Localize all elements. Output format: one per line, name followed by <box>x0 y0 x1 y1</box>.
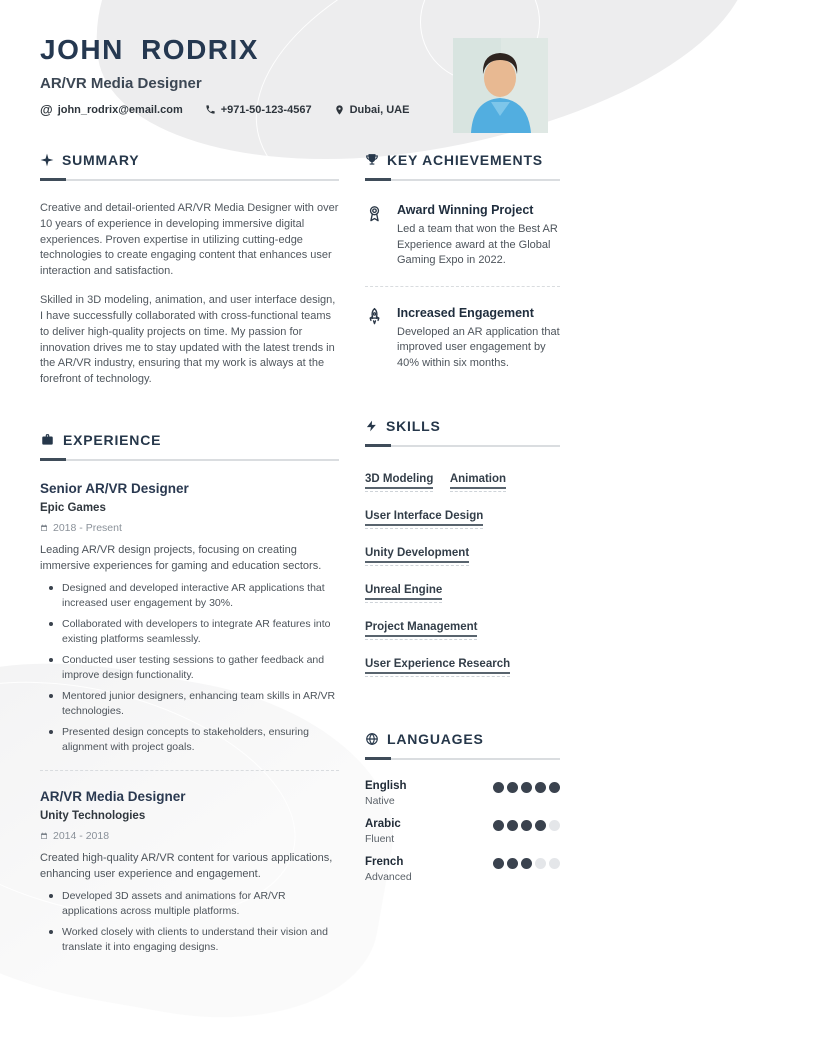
person-name: JOHN RODRIX <box>40 34 259 65</box>
header <box>0 0 600 116</box>
skill-item: User Experience Research <box>365 654 510 677</box>
phone-icon <box>205 104 216 115</box>
section-achievements <box>365 152 560 372</box>
job-period-row <box>40 830 339 842</box>
job-title: AR/VR Media Designer <box>40 789 186 805</box>
language-level: Advanced <box>365 870 412 883</box>
summary-title: SUMMARY <box>62 152 140 168</box>
summary-heading <box>40 152 339 168</box>
job-divider <box>40 770 339 771</box>
dot-filled <box>521 782 532 793</box>
location-text: Dubai, UAE <box>349 103 410 116</box>
dot-filled <box>493 782 504 793</box>
experience-heading <box>40 432 339 448</box>
achievement-item <box>365 203 560 269</box>
location-pin-icon <box>334 104 345 116</box>
calendar-icon <box>40 524 48 532</box>
achievement-body <box>397 306 560 372</box>
lightning-bolt-icon <box>365 419 378 433</box>
language-name: English <box>365 779 407 792</box>
achievement-title: Award Winning Project <box>397 203 534 217</box>
globe-icon <box>365 732 379 746</box>
skill-item: User Interface Design <box>365 506 483 529</box>
language-name: Arabic <box>365 817 401 830</box>
right-column <box>365 152 560 961</box>
language-proficiency-dots <box>493 856 560 869</box>
dot-filled <box>507 820 518 831</box>
trophy-icon <box>365 153 379 167</box>
section-languages <box>365 731 560 883</box>
experience-job <box>40 789 339 954</box>
dot-filled <box>521 858 532 869</box>
skills-heading <box>365 418 560 434</box>
languages-list <box>365 780 560 883</box>
job-summary: Leading AR/VR design projects, focusing on creating immersive experiences for gaming and education sectors. <box>40 544 322 572</box>
job-summary: Created high-quality AR/VR content for various applications, enhancing user experience and engagement. <box>40 852 333 880</box>
achievement-divider <box>365 286 560 287</box>
skill-item: 3D Modeling <box>365 469 433 492</box>
language-proficiency-dots <box>493 818 560 831</box>
dot-filled <box>493 858 504 869</box>
job-period: 2018 - Present <box>53 522 122 535</box>
left-column <box>40 152 339 961</box>
contact-location <box>334 104 410 116</box>
dot-filled <box>493 820 504 831</box>
language-row <box>365 818 560 845</box>
language-proficiency-dots <box>493 780 560 793</box>
job-bullet: Conducted user testing sessions to gather feedback and improve design functionality. <box>49 653 339 682</box>
achievement-description: Developed an AR application that improved user engagement by 40% within six months. <box>397 325 560 370</box>
skill-item: Unreal Engine <box>365 580 442 603</box>
job-bullet: Designed and developed interactive AR applications that increased user engagement by 30%. <box>49 581 339 610</box>
languages-heading <box>365 731 560 747</box>
dot-filled <box>549 782 560 793</box>
experience-job <box>40 481 339 754</box>
job-bullet: Mentored junior designers, enhancing team skills in AR/VR technologies. <box>49 689 339 718</box>
job-bullet: Presented design concepts to stakeholders, ensuring alignment with project goals. <box>49 725 339 754</box>
language-info <box>365 780 407 807</box>
person-title: AR/VR Media Designer <box>40 75 202 92</box>
sparkle-icon <box>40 153 54 167</box>
summary-rule <box>40 179 339 181</box>
languages-title: LANGUAGES <box>387 730 484 747</box>
summary-text <box>40 201 339 388</box>
profile-photo <box>453 38 548 133</box>
languages-rule <box>365 758 560 760</box>
briefcase-icon <box>40 433 55 447</box>
email-icon: @ <box>40 102 53 117</box>
section-skills <box>365 418 560 691</box>
language-row <box>365 856 560 883</box>
job-bullets <box>49 889 339 954</box>
main-columns <box>0 152 600 961</box>
language-level: Fluent <box>365 832 395 845</box>
contact-email <box>40 103 183 116</box>
job-bullets <box>49 581 339 754</box>
achievement-title: Increased Engagement <box>397 305 534 320</box>
job-bullet: Developed 3D assets and animations for AR/VR applications across multiple platforms. <box>49 889 339 918</box>
dot-empty <box>549 820 560 831</box>
achievements-title: KEY ACHIEVEMENTS <box>387 152 543 168</box>
language-row <box>365 780 560 807</box>
skill-item: Animation <box>450 469 506 492</box>
job-bullet: Collaborated with developers to integrate AR features into existing platforms seamlessly. <box>49 617 339 646</box>
dot-empty <box>535 858 546 869</box>
dot-filled <box>507 782 518 793</box>
language-info <box>365 818 401 845</box>
language-name: French <box>365 855 404 868</box>
experience-title: EXPERIENCE <box>63 432 162 449</box>
phone-text: +971-50-123-4567 <box>220 103 312 116</box>
job-period: 2014 - 2018 <box>53 830 110 843</box>
language-info <box>365 856 412 883</box>
achievement-description: Led a team that won the Best AR Experience award at the Global Gaming Expo in 2022. <box>397 223 558 267</box>
section-summary <box>40 152 339 388</box>
medal-icon <box>365 203 385 269</box>
summary-paragraph: Creative and detail-oriented AR/VR Media Designer with over 10 years of experience in developing immersive digital experiences. Proven expertise in utilizing cutting-edge technologies to create engaging content that enhances user interaction and satisfaction. <box>40 202 339 278</box>
job-bullet: Worked closely with clients to understand their vision and translate it into engaging designs. <box>49 925 339 954</box>
language-level: Native <box>365 794 395 807</box>
skills-title: SKILLS <box>386 417 441 434</box>
skill-item: Project Management <box>365 617 477 640</box>
job-company: Unity Technologies <box>40 810 146 823</box>
job-title: Senior AR/VR Designer <box>40 481 189 497</box>
skills-rule <box>365 445 560 447</box>
summary-paragraph: Skilled in 3D modeling, animation, and user interface design, I have successfully collaborated with cross-functional teams to deliver high-quality projects on time. My passion for innovation drives me to stay updated with the latest trends in the AR/VR industry, ensuring that my work is always at the forefront of technology. <box>40 294 336 386</box>
email-text: john_rodrix@email.com <box>57 103 183 116</box>
rocket-icon <box>365 306 385 372</box>
achievements-rule <box>365 179 560 181</box>
calendar-icon <box>40 832 48 840</box>
job-company: Epic Games <box>40 502 106 515</box>
experience-rule <box>40 459 339 461</box>
section-experience <box>40 432 339 954</box>
dot-filled <box>535 782 546 793</box>
dot-empty <box>549 858 560 869</box>
achievements-heading <box>365 152 560 168</box>
dot-filled <box>535 820 546 831</box>
achievement-item <box>365 306 560 372</box>
dot-filled <box>521 820 532 831</box>
dot-filled <box>507 858 518 869</box>
skill-item: Unity Development <box>365 543 469 566</box>
job-period-row <box>40 522 339 534</box>
contact-phone <box>205 104 312 116</box>
skills-list <box>365 469 560 691</box>
achievement-body <box>397 203 560 269</box>
